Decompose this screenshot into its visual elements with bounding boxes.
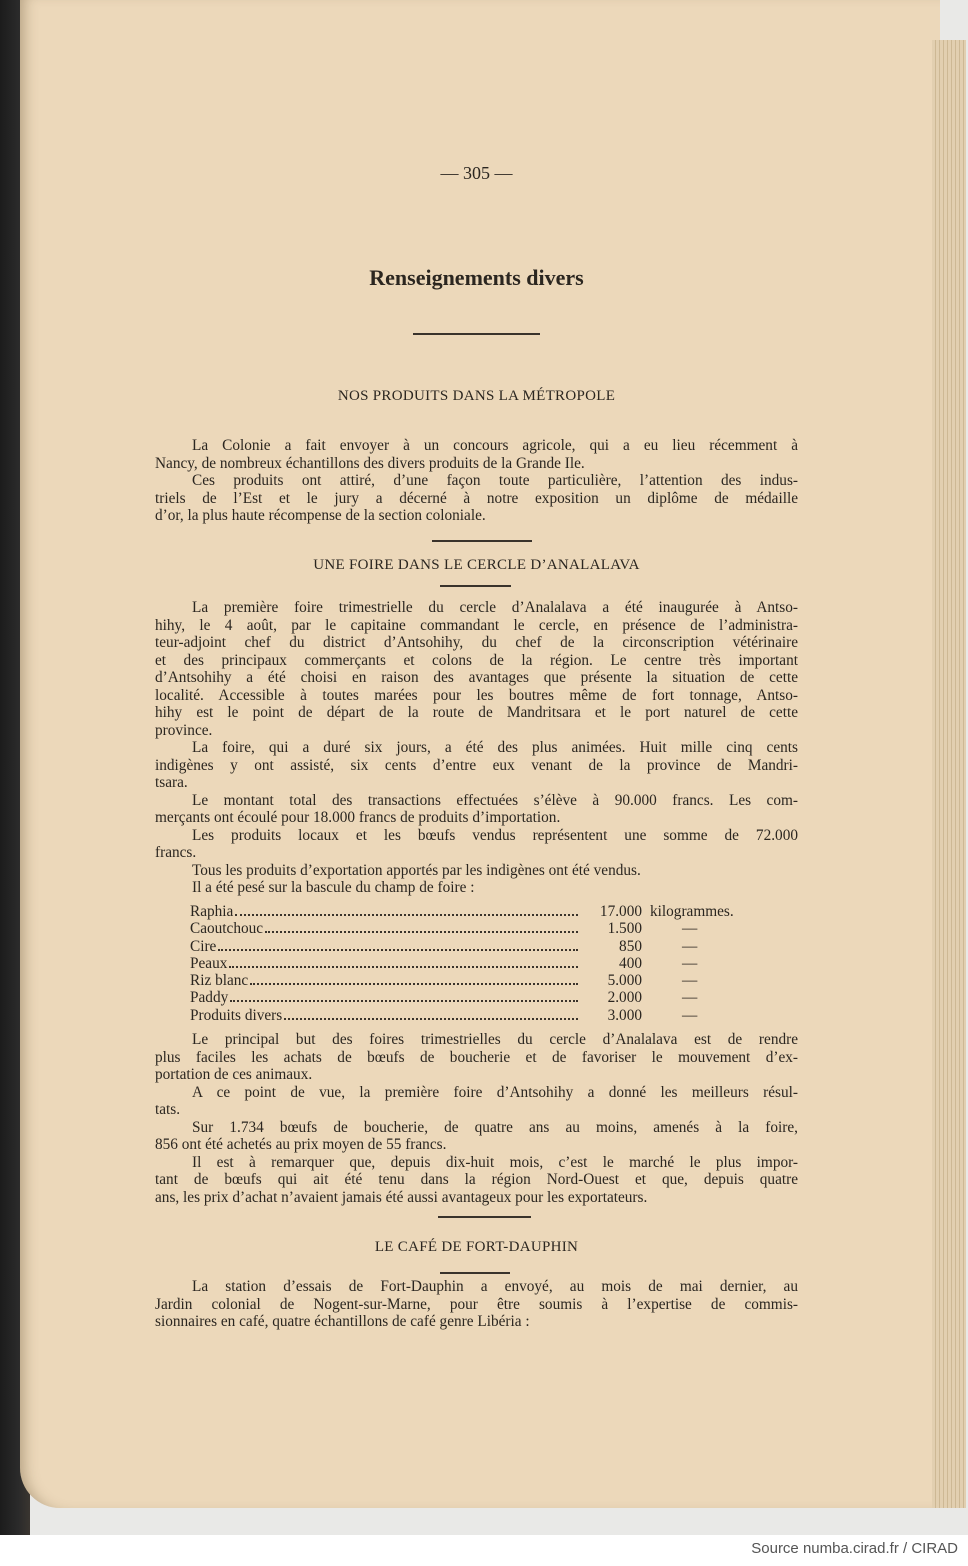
divider (438, 1216, 531, 1218)
text-line: hihy, le 4 août, par le capitaine commandant le cercle, en présence de l’administra- (155, 616, 798, 634)
product-weight: 17.000 (599, 903, 642, 920)
text-line: La première foire trimestrielle du cercle d’Analalava a été inaugurée à Antso- (192, 599, 798, 616)
text-line: tsara. (155, 774, 188, 791)
product-unit: — (682, 937, 698, 955)
text-line: Ces produits ont attiré, d’une façon toute particulière, l’attention des indus- (192, 472, 798, 489)
divider (432, 540, 532, 542)
product-weight: 5.000 (607, 972, 642, 990)
text-line: province. (155, 721, 213, 739)
text-line: La Colonie a fait envoyer à un concours agricole, qui a eu lieu récemment à (192, 437, 798, 454)
text-line: indigènes y ont assisté, six cents d’entre eux venant de la province de Mandri- (155, 756, 798, 774)
text-line: triels de l’Est et le jury a décerné à notre exposition un diplôme de médaille (155, 489, 798, 507)
text-line: teur-adjoint chef du district d’Antsohihy, du chef de la circonscription vétérinaire (155, 634, 798, 651)
dot-leader (265, 931, 578, 933)
product-unit: — (682, 972, 698, 990)
text-line: ans, les prix d’achat n’avaient jamais été aussi avantageux pour les exportateurs. (155, 1188, 648, 1206)
text-line: Tous les produits d’exportation apportés par les indigènes ont été vendus. (192, 861, 641, 879)
text-line: La foire, qui a duré six jours, a été des plus animées. Huit mille cinq cents (192, 739, 798, 756)
table-row (190, 989, 770, 1006)
text-block (155, 1031, 798, 1206)
page-stack-edge (932, 40, 966, 1508)
dot-leader (284, 1018, 578, 1020)
product-unit: — (682, 989, 698, 1007)
product-unit: — (682, 920, 698, 938)
dot-leader (229, 966, 578, 968)
divider (440, 585, 511, 587)
product-unit: — (682, 1006, 698, 1024)
table-row (190, 920, 770, 937)
text-line: Il a été pesé sur la bascule du champ de foire : (192, 879, 475, 896)
text-line: francs. (155, 844, 197, 861)
section-heading: NOS PRODUITS DANS LA MÉTROPOLE (337, 388, 616, 404)
product-name: Raphia (190, 903, 234, 920)
dot-leader (218, 949, 578, 951)
product-weight: 1.500 (607, 920, 642, 938)
text-line: Jardin colonial de Nogent-sur-Marne, pour être soumis à l’expertise de commis- (155, 1295, 798, 1313)
text-line: tats. (155, 1101, 181, 1118)
section-heading: UNE FOIRE DANS LE CERCLE D’ANALALAVA (313, 557, 640, 573)
product-name: Paddy (190, 989, 229, 1007)
text-line: Le montant total des transactions effectuées s’élève à 90.000 francs. Les com- (192, 791, 798, 809)
product-weight: 850 (619, 937, 642, 955)
weights-table (190, 903, 770, 1024)
product-weight: 400 (619, 954, 642, 972)
text-line: sionnaires en café, quatre échantillons de café genre Libéria : (155, 1313, 530, 1330)
dot-leader (230, 1000, 578, 1002)
text-line: Le principal but des foires trimestrielles du cercle d’Analalava est de rendre (192, 1031, 798, 1048)
product-name: Cire (190, 937, 217, 955)
page-title: Renseignements divers (369, 265, 584, 290)
text-line: Sur 1.734 bœufs de boucherie, de quatre ans au moins, amenés à la foire, (192, 1118, 798, 1136)
text-line: 856 ont été achetés au prix moyen de 55 francs. (155, 1136, 447, 1153)
product-unit: — (682, 954, 698, 972)
text-line: d’Antsohihy a été choisi en raison des avantages que présente la situation de cette (155, 669, 798, 686)
dot-leader (250, 983, 578, 985)
product-unit: kilogrammes. (650, 903, 734, 920)
dot-leader (235, 914, 578, 916)
table-row (190, 972, 770, 989)
table-row (190, 1007, 770, 1024)
text-line: A ce point de vue, la première foire d’Antsohihy a donné les meilleurs résul- (192, 1083, 798, 1101)
divider (413, 333, 540, 335)
table-row (190, 938, 770, 955)
product-name: Peaux (190, 954, 228, 972)
text-line: hihy est le point de départ de la route de Mandritsara et le port naturel de cette (155, 704, 798, 721)
text-line: plus faciles les achats de bœufs de boucherie et de favoriser le mouvement d’ex- (155, 1048, 798, 1066)
product-name: Produits divers (190, 1006, 283, 1024)
divider (440, 1272, 510, 1274)
source-credit: Source numba.cirad.fr / CIRAD (751, 1540, 958, 1557)
page-number: — 305 — (440, 163, 513, 183)
text-line: d’or, la plus haute récompense de la section coloniale. (155, 507, 486, 524)
text-line: La station d’essais de Fort-Dauphin a envoyé, au mois de mai dernier, au (192, 1278, 798, 1295)
text-line: Nancy, de nombreux échantillons des divers produits de la Grande Ile. (155, 454, 585, 472)
text-line: localité. Accessible à toutes marées pour les boutres même de fort tonnage, Antso- (155, 686, 798, 704)
text-line: tant de bœufs qui ait été tenu dans la région Nord-Ouest et que, depuis quatre (155, 1171, 798, 1188)
table-row (190, 955, 770, 972)
product-weight: 3.000 (607, 1006, 642, 1024)
text-line: portation de ces animaux. (155, 1066, 313, 1083)
product-weight: 2.000 (607, 989, 642, 1007)
text-line: Les produits locaux et les bœufs vendus représentent une somme de 72.000 (192, 826, 798, 844)
table-row (190, 903, 770, 920)
product-name: Caoutchouc (190, 920, 264, 938)
text-line: Il est à remarquer que, depuis dix-huit mois, c’est le marché le plus impor- (192, 1153, 798, 1171)
section-heading: LE CAFÉ DE FORT-DAUPHIN (374, 1239, 579, 1255)
text-block (155, 437, 798, 525)
text-block (155, 1278, 798, 1331)
text-line: et des principaux commerçants et colons de la région. Le centre très important (155, 651, 798, 669)
text-line: merçants ont écoulé pour 18.000 francs de produits d’importation. (155, 809, 561, 826)
text-block (155, 599, 798, 897)
product-name: Riz blanc (190, 972, 249, 990)
